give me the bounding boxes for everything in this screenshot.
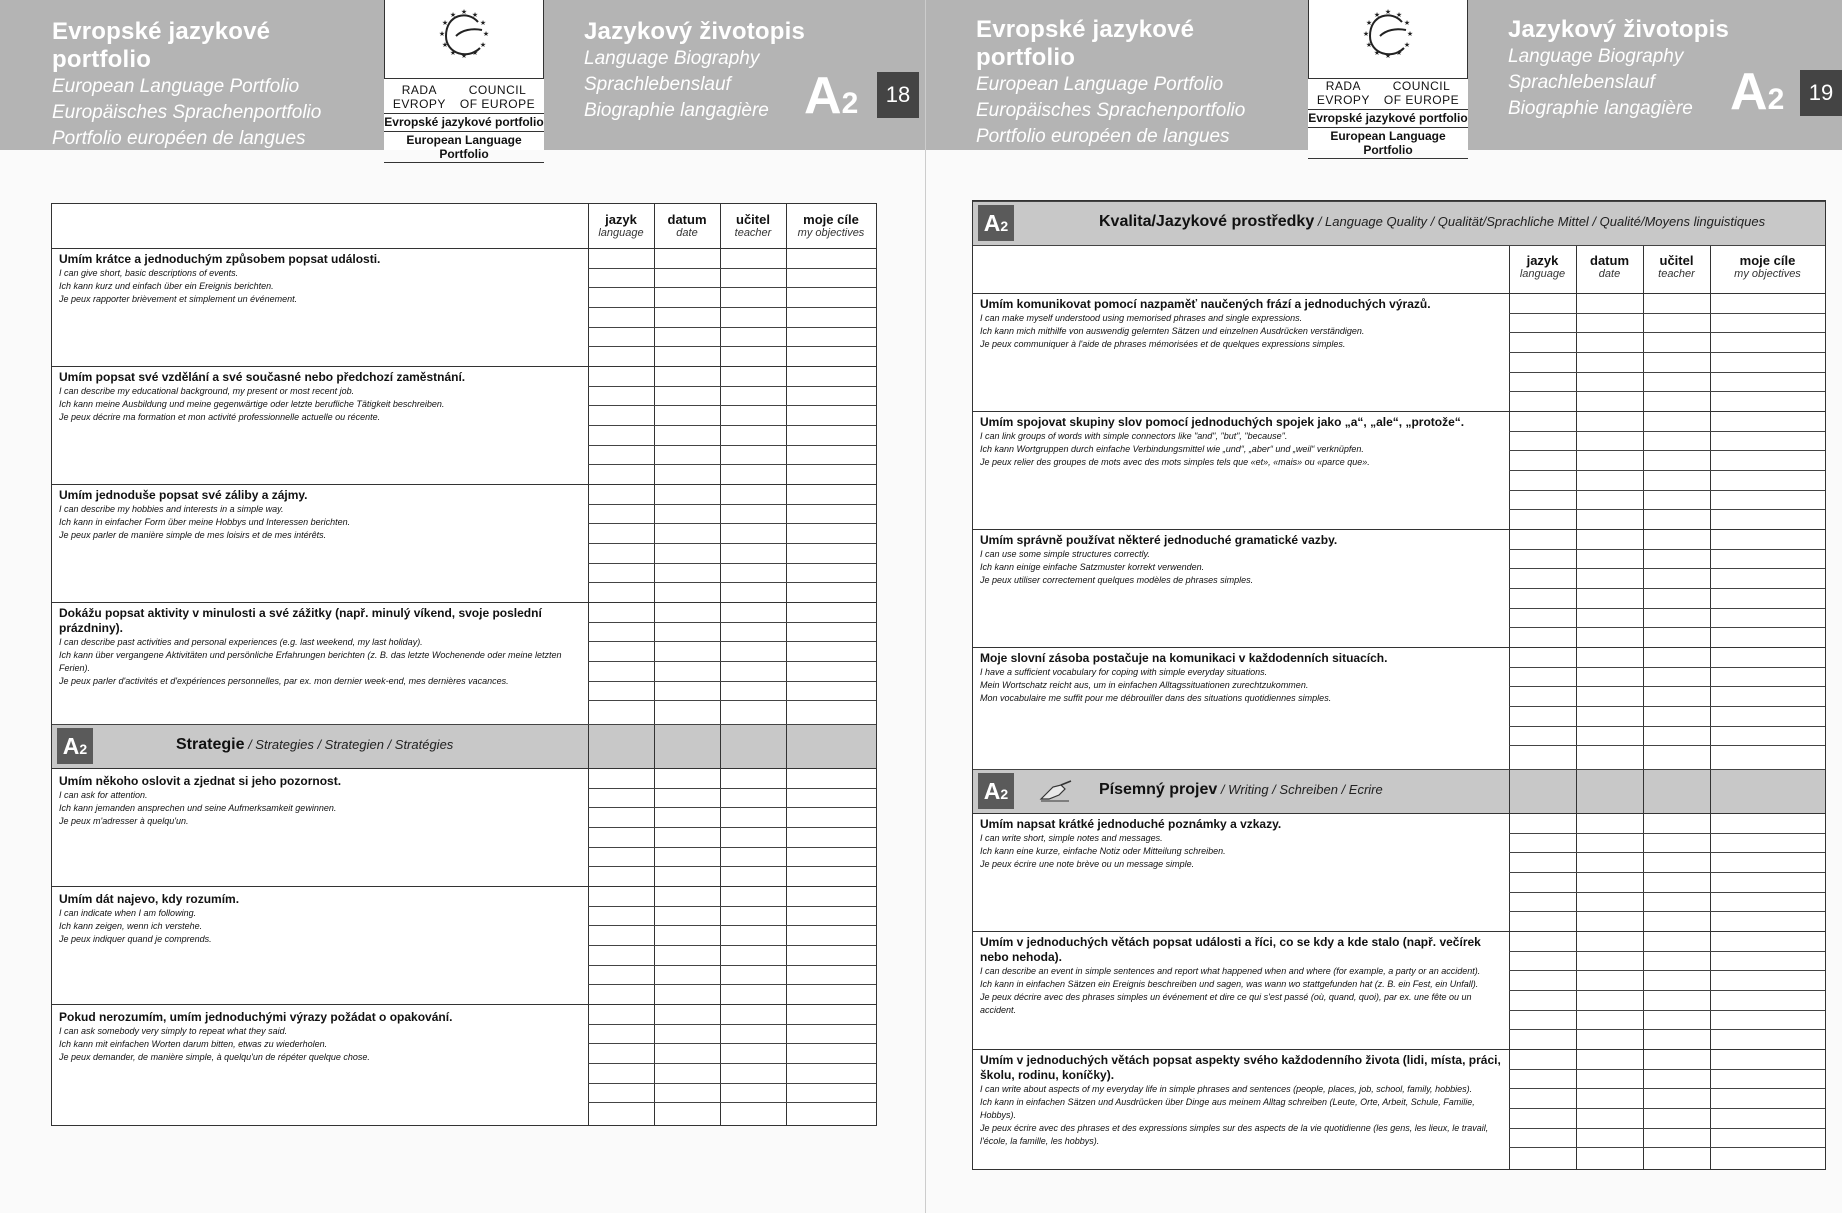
- svg-text:★: ★: [1365, 41, 1373, 49]
- item-en: I can link groups of words with simple connectors like "and", "but", "because".: [980, 431, 1288, 441]
- svg-text:★: ★: [1365, 19, 1373, 27]
- badge-digit: 2: [79, 741, 88, 757]
- cell-row-line: [588, 1102, 876, 1103]
- cell-row-line: [1509, 352, 1825, 353]
- item-en: I can ask for attention.: [59, 790, 148, 800]
- item-cz: Umím spojovat skupiny slov pomocí jednoduchých spojek jako „a“, „ale“, „protože“.: [980, 415, 1465, 429]
- cell-row-line: [588, 504, 876, 505]
- cell-row-line: [588, 945, 876, 946]
- item-divider: [973, 529, 1825, 530]
- portfolio-title-en: European Language Portfolio: [976, 74, 1224, 95]
- can-do-item: [980, 1053, 1505, 1148]
- row-divider: [973, 201, 1825, 202]
- item-divider: [973, 931, 1825, 932]
- page-number: 19: [1800, 70, 1842, 116]
- cell-row-line: [588, 464, 876, 465]
- column-divider: [654, 204, 655, 1125]
- cell-row-line: [588, 268, 876, 269]
- col-language: [588, 204, 654, 239]
- council-of-europe-emblem-icon: [1358, 4, 1418, 72]
- item-cz: Umím někoho oslovit a zjednat si jeho pozornost.: [59, 774, 342, 788]
- item-cz: Umím v jednoduchých větách popsat události a říci, co se kdy a kde stalo (např. večírek nebo nehoda).: [980, 935, 1481, 964]
- item-de: Ich kann in einfacher Form über meine Hobbys und Interessen berichten.: [59, 517, 351, 527]
- cell-row-line: [588, 827, 876, 828]
- cell-row-line: [1509, 1029, 1825, 1030]
- portfolio-titles: [976, 16, 1296, 150]
- biography-title-fr: Biographie langagière: [1508, 98, 1693, 119]
- svg-text:★: ★: [1403, 19, 1411, 27]
- can-do-item: [59, 606, 584, 688]
- cell-row-line: [588, 543, 876, 544]
- cell-row-line: [1509, 1128, 1825, 1129]
- cell-row-line: [588, 1024, 876, 1025]
- cell-row-line: [588, 1083, 876, 1084]
- council-label: COUNCIL: [1392, 79, 1451, 93]
- item-en: I can use some simple structures correctly.: [980, 549, 1150, 559]
- col-language-cz: jazyk: [605, 212, 637, 227]
- can-do-item: [980, 533, 1505, 587]
- section-title-cz: Písemný projev: [1099, 781, 1218, 798]
- col-teacher: [720, 204, 786, 239]
- biography-title-cz: Jazykový životopis: [1508, 16, 1730, 43]
- item-en: I can ask somebody very simply to repeat what they said.: [59, 1026, 288, 1036]
- item-cz: Umím správně používat některé jednoduché gramatické vazby.: [980, 533, 1338, 547]
- svg-text:★: ★: [471, 49, 479, 57]
- cell-row-line: [588, 307, 876, 308]
- item-de: Ich kann in einfachen Sätzen und Ausdrücken über Dinge aus meinem Alltag schreiben (Leute, Orte, Arbeit, Schule, Familie, Hobbys).: [980, 1097, 1475, 1120]
- cell-row-line: [588, 681, 876, 682]
- cell-row-line: [1509, 1108, 1825, 1109]
- cell-row-line: [1509, 990, 1825, 991]
- item-fr: Je peux indiquer quand je comprends.: [59, 934, 212, 944]
- item-de: Ich kann einige einfache Satzmuster korrekt verwenden.: [980, 562, 1205, 572]
- right-checklist: [972, 200, 1826, 1170]
- cell-row-line: [1509, 970, 1825, 971]
- item-divider: [973, 1049, 1825, 1050]
- item-cz: Umím v jednoduchých větách popsat aspekty svého každodenního života (lidi, místa, práci, školu, rodinu, koníčky).: [980, 1053, 1501, 1082]
- left-checklist: [51, 203, 877, 1126]
- cell-row-line: [588, 1043, 876, 1044]
- level-badge: [1730, 62, 1784, 122]
- item-fr: Je peux parler d'activités et d'expériences personnelles, par ex. mon dernier week-end, mes dernières vacances.: [59, 676, 509, 686]
- cell-row-line: [1509, 1088, 1825, 1089]
- cell-row-line: [588, 788, 876, 789]
- page-number: 18: [877, 72, 919, 118]
- svg-text:★: ★: [1373, 11, 1381, 19]
- cell-row-line: [1509, 1010, 1825, 1011]
- svg-text:★: ★: [441, 41, 449, 49]
- of-europe-label: OF EUROPE: [1383, 93, 1460, 107]
- level-digit: 2: [1767, 83, 1785, 116]
- col-language: [1509, 245, 1576, 280]
- level-letter: A: [804, 67, 842, 125]
- col-teacher-en: teacher: [734, 227, 772, 239]
- item-en: I can describe past activities and personal experiences (e.g. last weekend, my last holiday).: [59, 637, 423, 647]
- council-name: [1308, 79, 1468, 107]
- can-do-item: [59, 488, 584, 542]
- cell-row-line: [588, 807, 876, 808]
- item-divider: [973, 813, 1825, 814]
- logo-line-cz: Evropské jazykové portfolio: [1308, 111, 1468, 125]
- section-title-translations: / Strategies / Strategien / Stratégies: [244, 737, 454, 752]
- section-level-badge: [57, 728, 93, 764]
- svg-text:★: ★: [449, 11, 457, 19]
- item-divider: [973, 411, 1825, 412]
- row-divider: [52, 724, 876, 725]
- item-de: Ich kann in einfachen Sätzen ein Ereignis beschreiben und sagen, was wann wo stattgefunden hat (z. B. ein Fest, ein Unfall).: [980, 979, 1479, 989]
- svg-text:★: ★: [479, 41, 487, 49]
- col-date-cz: datum: [667, 212, 707, 227]
- evropy-label: EVROPY: [392, 97, 446, 111]
- cell-row-line: [1509, 470, 1825, 471]
- portfolio-title-fr: Portfolio européen de langues: [52, 128, 306, 149]
- column-divider: [1710, 245, 1711, 1169]
- can-do-item: [980, 935, 1505, 1017]
- cell-row-line: [588, 1063, 876, 1064]
- cell-row-line: [1509, 391, 1825, 392]
- logo-line-cz: Evropské jazykové portfolio: [384, 115, 544, 129]
- item-cz: Moje slovní zásoba postačuje na komunikaci v každodenních situacích.: [980, 651, 1388, 665]
- badge-letter: A: [62, 733, 80, 759]
- svg-text:★: ★: [438, 30, 446, 38]
- col-objectives-cz: moje cíle: [803, 212, 859, 227]
- can-do-item: [980, 651, 1505, 705]
- logo-line-en: European Language Portfolio: [1308, 127, 1468, 159]
- badge-letter: A: [983, 210, 1001, 236]
- cell-row-line: [1509, 450, 1825, 451]
- svg-text:★: ★: [441, 19, 449, 27]
- cell-row-line: [1509, 549, 1825, 550]
- svg-text:★: ★: [479, 19, 487, 27]
- svg-text:★: ★: [1373, 49, 1381, 57]
- level-digit: 2: [841, 87, 859, 120]
- biography-title-de: Sprachlebenslauf: [584, 74, 731, 95]
- col-teacher-en: teacher: [1658, 268, 1695, 280]
- col-date-en: date: [676, 227, 698, 239]
- cell-row-line: [588, 405, 876, 406]
- can-do-item: [980, 415, 1505, 469]
- svg-text:★: ★: [1403, 41, 1411, 49]
- can-do-item: [59, 370, 584, 424]
- level-letter: A: [1730, 63, 1768, 121]
- item-fr: Je peux communiquer à l'aide de phrases mémorisées et de quelques expressions simples.: [980, 339, 1346, 349]
- item-divider: [973, 647, 1825, 648]
- can-do-item: [59, 1010, 584, 1064]
- item-cz: Umím popsat své vzdělání a své současné nebo předchozí zaměstnání.: [59, 370, 466, 384]
- item-fr: Je peux utiliser correctement quelques modèles de phrases simples.: [980, 575, 1254, 585]
- item-en: I have a sufficient vocabulary for coping with simple everyday situations.: [980, 667, 1268, 677]
- item-de: Mein Wortschatz reicht aus, um in einfachen Alltagssituationen zurechtzukommen.: [980, 680, 1309, 690]
- portfolio-title-cz: Evropské jazykové portfolio: [52, 18, 271, 73]
- section-title-translations: / Writing / Schreiben / Ecrire: [1217, 782, 1383, 797]
- item-fr: Je peux relier des groupes de mots avec des mots simples tels que «et», «mais» ou «parce que».: [980, 457, 1370, 467]
- col-date: [1576, 245, 1643, 280]
- col-teacher-cz: učitel: [1659, 253, 1694, 268]
- item-cz: Umím jednoduše popsat své záliby a zájmy.: [59, 488, 308, 502]
- item-cz: Dokážu popsat aktivity v minulosti a své zážitky (např. minulý víkend, svoje poslední prázdniny).: [59, 606, 542, 635]
- cell-row-line: [588, 847, 876, 848]
- badge-letter: A: [983, 778, 1001, 804]
- biography-title-fr: Biographie langagière: [584, 100, 769, 121]
- col-date-cz: datum: [1590, 253, 1629, 268]
- section-strategies: [52, 724, 876, 768]
- item-fr: Je peux décrire ma formation et mon activité professionnelle actuelle ou récente.: [59, 412, 381, 422]
- cell-row-line: [588, 965, 876, 966]
- col-objectives: [1710, 245, 1825, 280]
- item-divider: [52, 1004, 876, 1005]
- council-name: [384, 83, 544, 111]
- item-de: Ich kann eine kurze, einfache Notiz oder Mitteilung schreiben.: [980, 846, 1226, 856]
- section-title: [176, 736, 453, 754]
- svg-text:★: ★: [471, 11, 479, 19]
- item-en: I can indicate when I am following.: [59, 908, 197, 918]
- item-divider: [52, 366, 876, 367]
- can-do-item: [59, 892, 584, 946]
- cell-row-line: [1509, 490, 1825, 491]
- item-divider: [52, 768, 876, 769]
- section-title: [1099, 781, 1383, 799]
- col-objectives: [786, 204, 876, 239]
- item-fr: Je peux demander, de manière simple, à quelqu'un de répéter quelque chose.: [59, 1052, 370, 1062]
- item-de: Ich kann mit einfachen Worten darum bitten, etwas zu wiederholen.: [59, 1039, 328, 1049]
- cell-row-line: [588, 425, 876, 426]
- cell-row-line: [1509, 509, 1825, 510]
- item-cz: Umím komunikovat pomocí nazpaměť naučených frází a jednoduchých výrazů.: [980, 297, 1431, 311]
- item-fr: Je peux rapporter brièvement et simplement un événement.: [59, 294, 298, 304]
- item-fr: Je peux m'adresser à quelqu'un.: [59, 816, 189, 826]
- cell-row-line: [1509, 588, 1825, 589]
- item-divider: [52, 484, 876, 485]
- column-divider: [1576, 245, 1577, 1169]
- col-teacher: [1643, 245, 1710, 280]
- item-divider: [973, 293, 1825, 294]
- item-en: I can write about aspects of my everyday life in simple phrases and sentences (people, places, job, school, family, hobbies).: [980, 1084, 1473, 1094]
- portfolio-title-cz: Evropské jazykové portfolio: [976, 16, 1195, 71]
- column-divider: [1509, 245, 1510, 1169]
- svg-text:★: ★: [460, 8, 468, 16]
- item-de: Ich kann meine Ausbildung und meine gegenwärtige oder letzte berufliche Tätigkeit beschreiben.: [59, 399, 445, 409]
- cell-row-line: [588, 984, 876, 985]
- section-level-badge: [978, 205, 1014, 241]
- item-de: Ich kann Wortgruppen durch einfache Verbindungsmittel wie „und“, „aber“ und „weil“ verknüpfen.: [980, 444, 1364, 454]
- cell-row-line: [588, 346, 876, 347]
- item-cz: Umím dát najevo, kdy rozumím.: [59, 892, 240, 906]
- section-language-quality: [973, 201, 1825, 245]
- col-date-en: date: [1598, 268, 1621, 280]
- cell-row-line: [588, 641, 876, 642]
- col-objectives-en: my objectives: [797, 227, 865, 239]
- item-divider: [52, 602, 876, 603]
- rada-label: RADA: [1325, 79, 1362, 93]
- biography-title-en: Language Biography: [584, 48, 760, 69]
- item-divider: [52, 886, 876, 887]
- portfolio-title-de: Europäisches Sprachenportfolio: [976, 100, 1246, 121]
- cell-row-line: [1509, 911, 1825, 912]
- cell-row-line: [1509, 608, 1825, 609]
- cell-row-line: [1509, 745, 1825, 746]
- section-level-badge: [978, 773, 1014, 809]
- portfolio-title-de: Europäisches Sprachenportfolio: [52, 102, 322, 123]
- cell-row-line: [588, 445, 876, 446]
- badge-digit: 2: [1000, 786, 1009, 802]
- biography-title-en: Language Biography: [1508, 46, 1684, 67]
- item-en: I can make myself understood using memorised phrases and single expressions.: [980, 313, 1303, 323]
- svg-text:★: ★: [1406, 30, 1414, 38]
- item-de: Ich kann zeigen, wenn ich verstehe.: [59, 921, 203, 931]
- cell-row-line: [1509, 1147, 1825, 1148]
- item-en: I can write short, simple notes and messages.: [980, 833, 1163, 843]
- column-divider: [786, 204, 787, 1125]
- item-fr: Je peux écrire avec des phrases et des expressions simples sur des aspects de la vie quotidienne (les gens, les lieux, le travail, l'école, la famille, les hobbys).: [980, 1123, 1489, 1146]
- item-de: Ich kann über vergangene Aktivitäten und persönliche Erfahrungen berichten (z. B. das letzte Wochenende oder meine letzten Ferien).: [59, 650, 562, 673]
- cell-row-line: [1509, 372, 1825, 373]
- item-cz: Umím krátce a jednoduchým způsobem popsat události.: [59, 252, 381, 266]
- section-title-cz: Kvalita/Jazykové prostředky: [1099, 213, 1315, 230]
- biography-title-de: Sprachlebenslauf: [1508, 72, 1655, 93]
- of-europe-label: OF EUROPE: [459, 97, 536, 111]
- item-divider: [52, 248, 876, 249]
- cell-row-line: [588, 287, 876, 288]
- cell-row-line: [1509, 568, 1825, 569]
- cell-row-line: [588, 925, 876, 926]
- cell-row-line: [588, 582, 876, 583]
- svg-text:★: ★: [1362, 30, 1370, 38]
- writing-hand-icon: [1039, 779, 1073, 803]
- can-do-item: [59, 774, 584, 828]
- item-fr: Je peux parler de manière simple de mes loisirs et de mes intérêts.: [59, 530, 327, 540]
- svg-text:★: ★: [449, 49, 457, 57]
- column-divider: [1643, 245, 1644, 1169]
- svg-text:★: ★: [460, 52, 468, 60]
- col-objectives-en: my objectives: [1734, 268, 1801, 280]
- item-de: Ich kann mich mithilfe von auswendig gelernten Sätzen und einzelnen Ausdrücken verständigen.: [980, 326, 1365, 336]
- cell-row-line: [588, 661, 876, 662]
- svg-text:★: ★: [482, 30, 490, 38]
- col-language-en: language: [1519, 268, 1566, 280]
- cell-row-line: [1509, 951, 1825, 952]
- can-do-item: [59, 252, 584, 306]
- cell-row-line: [1509, 627, 1825, 628]
- cell-row-line: [1509, 726, 1825, 727]
- item-en: I can describe my educational background, my present or most recent job.: [59, 386, 355, 396]
- cell-row-line: [1509, 1069, 1825, 1070]
- cell-row-line: [588, 386, 876, 387]
- cell-row-line: [588, 327, 876, 328]
- cell-row-line: [588, 622, 876, 623]
- section-title-cz: Strategie: [176, 736, 245, 753]
- item-cz: Pokud nerozumím, umím jednoduchými výrazy požádat o opakování.: [59, 1010, 453, 1024]
- cell-row-line: [1509, 852, 1825, 853]
- badge-digit: 2: [1000, 218, 1009, 234]
- council-label: COUNCIL: [468, 83, 527, 97]
- col-language-cz: jazyk: [1526, 253, 1559, 268]
- column-divider: [720, 204, 721, 1125]
- cell-row-line: [588, 700, 876, 701]
- column-divider: [588, 204, 589, 1125]
- item-cz: Umím napsat krátké jednoduché poznámky a vzkazy.: [980, 817, 1282, 831]
- portfolio-title-en: European Language Portfolio: [52, 76, 300, 97]
- can-do-item: [980, 297, 1505, 351]
- cell-row-line: [1509, 686, 1825, 687]
- cell-row-line: [1509, 892, 1825, 893]
- row-divider: [973, 245, 1825, 246]
- cell-row-line: [1509, 313, 1825, 314]
- col-language-en: language: [598, 227, 644, 239]
- item-en: I can describe my hobbies and interests in a simple way.: [59, 504, 284, 514]
- council-of-europe-emblem-icon: [434, 4, 494, 72]
- cell-row-line: [1509, 431, 1825, 432]
- section-title: [1099, 213, 1765, 231]
- evropy-label: EVROPY: [1316, 93, 1370, 107]
- col-date: [654, 204, 720, 239]
- logo-line-en: European Language Portfolio: [384, 131, 544, 163]
- cell-row-line: [588, 906, 876, 907]
- item-fr: Mon vocabulaire me suffit pour me débrouiller dans des situations quotidiennes simples.: [980, 693, 1332, 703]
- cell-row-line: [588, 866, 876, 867]
- portfolio-title-fr: Portfolio européen de langues: [976, 126, 1230, 147]
- cell-row-line: [1509, 833, 1825, 834]
- biography-title-cz: Jazykový životopis: [584, 18, 806, 45]
- cell-row-line: [1509, 706, 1825, 707]
- council-logo: [1308, 0, 1468, 157]
- svg-text:★: ★: [1384, 52, 1392, 60]
- portfolio-titles: [52, 18, 372, 152]
- level-badge: [804, 66, 858, 126]
- svg-text:★: ★: [1395, 11, 1403, 19]
- cell-row-line: [1509, 667, 1825, 668]
- cell-row-line: [588, 563, 876, 564]
- svg-text:★: ★: [1384, 8, 1392, 16]
- item-de: Ich kann kurz und einfach über ein Ereignis berichten.: [59, 281, 274, 291]
- row-divider: [973, 769, 1825, 770]
- col-teacher-cz: učitel: [736, 212, 770, 227]
- col-objectives-cz: moje cíle: [1739, 253, 1796, 268]
- cell-row-line: [1509, 872, 1825, 873]
- rada-label: RADA: [401, 83, 438, 97]
- item-de: Ich kann jemanden ansprechen und seine Aufmerksamkeit gewinnen.: [59, 803, 337, 813]
- item-fr: Je peux écrire une note brève ou un message simple.: [980, 859, 1195, 869]
- item-en: I can describe an event in simple sentences and report what happened when and where (for example, a party or an accident).: [980, 966, 1481, 976]
- item-en: I can give short, basic descriptions of events.: [59, 268, 239, 278]
- svg-text:★: ★: [1395, 49, 1403, 57]
- can-do-item: [980, 817, 1505, 871]
- section-title-translations: / Language Quality / Qualität/Sprachliche Mittel / Qualité/Moyens linguistiques: [1314, 214, 1766, 229]
- section-writing: [973, 769, 1825, 813]
- council-logo: [384, 0, 544, 161]
- item-fr: Je peux décrire avec des phrases simples un événement et dire ce qui s'est passé (où, quand, quoi), par ex. une fête ou un accident.: [980, 992, 1472, 1015]
- right-page: [926, 0, 1842, 1213]
- cell-row-line: [588, 523, 876, 524]
- cell-row-line: [1509, 332, 1825, 333]
